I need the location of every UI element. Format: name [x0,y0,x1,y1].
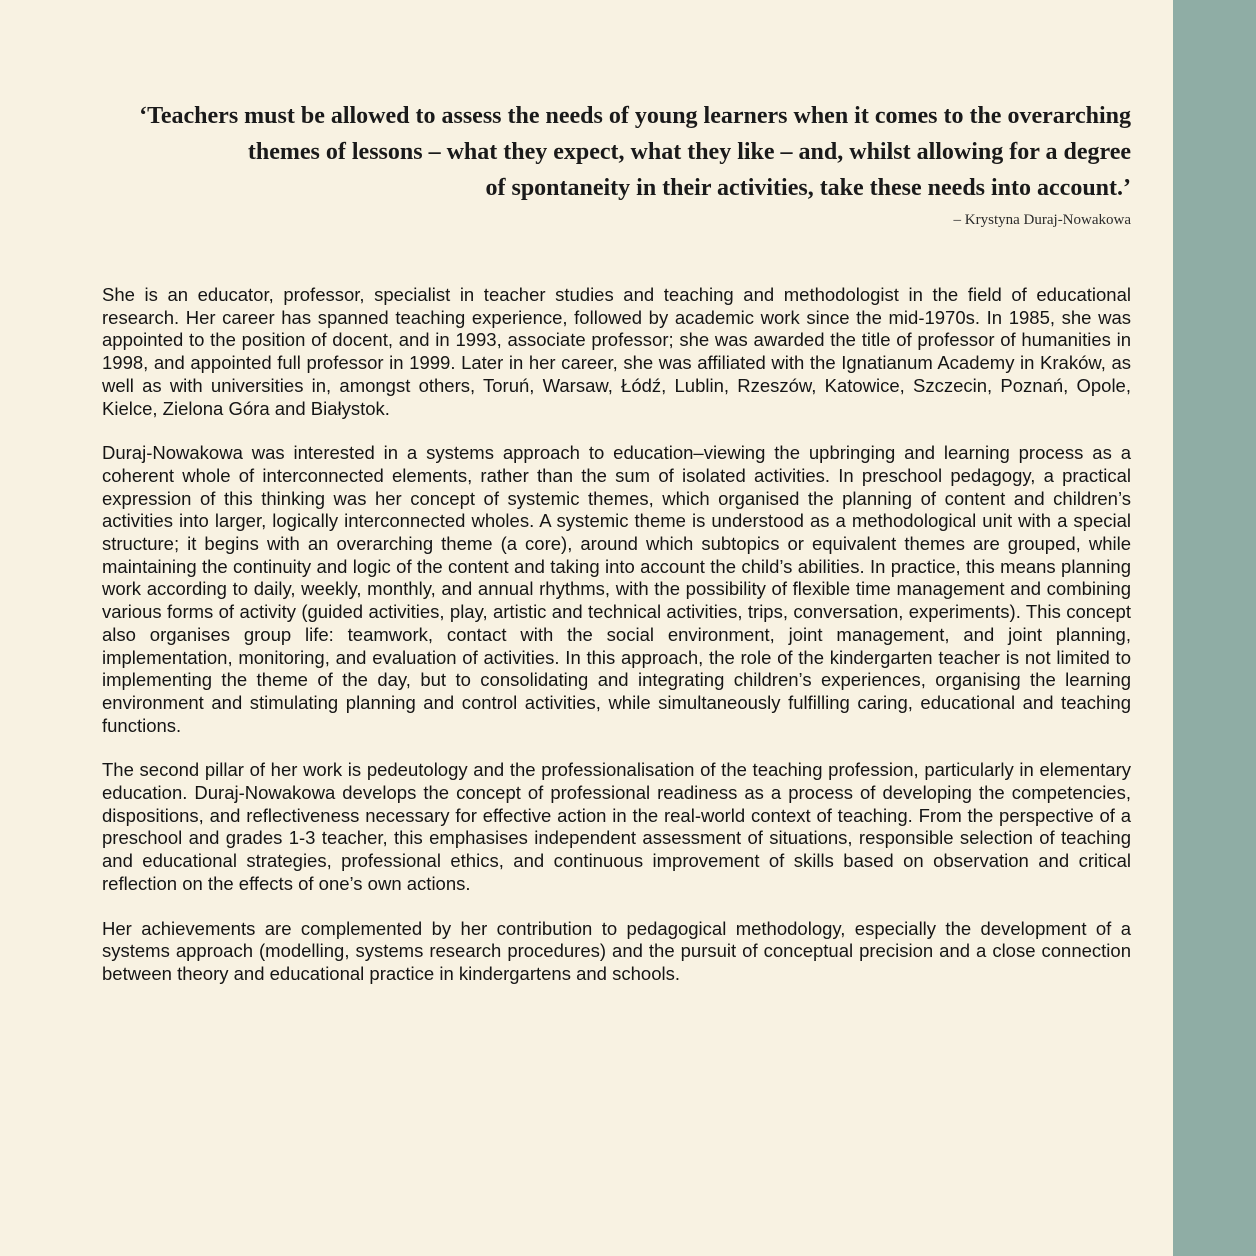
decorative-side-band [1173,0,1256,1256]
quote-line: ‘Teachers must be allowed to assess the needs of young learners when it comes to the overarching [139,103,1131,129]
paragraph-pedeutology: The second pillar of her work is pedeutology and the professionalisation of the teaching profession, particularly in elementary education. Duraj-Nowakowa develops the concept of professional readiness as a process of developing the competencies, dispositions, and reflectiveness necessary for effective action in the real-world context of teaching. From the perspective of a preschool and grades 1-3 teacher, this emphasises independent assessment of situations, responsible selection of teaching and educational strategies, professional ethics, and continuous improvement of skills based on observation and critical reflection on the effects of one’s own actions. [102,759,1131,894]
quote-line: of spontaneity in their activities, take these needs into account.’ [485,175,1131,201]
paragraph-achievements: Her achievements are complemented by her contribution to pedagogical methodology, especially the development of a systems approach (modelling, systems research procedures) and the pursuit of conceptual precision and a close connection between theory and educational practice in kindergartens and schools. [102,917,1131,984]
paragraph-biography: She is an educator, professor, specialist in teacher studies and teaching and methodologist in the field of educational research. Her career has spanned teaching experience, followed by academic work since the mid-1970s. In 1985, she was appointed to the position of docent, and in 1993, associate professor; she was awarded the title of professor of humanities in 1998, and appointed full professor in 1999. Later in her career, she was affiliated with the Ignatianum Academy in Kraków, as well as with universities in, amongst others, Toruń, Warsaw, Łódź, Lublin, Rzeszów, Katowice, Szczecin, Poznań, Opole, Kielce, Zielona Góra and Białystok. [102,284,1131,419]
pull-quote [110,98,1131,230]
body-text [102,284,1131,1008]
paragraph-systems-approach: Duraj-Nowakowa was interested in a systems approach to education–viewing the upbringing and learning process as a coherent whole of interconnected elements, rather than the sum of isolated activities. In preschool pedagogy, a practical expression of this thinking was her concept of systemic themes, which organised the planning of content and children’s activities into larger, logically interconnected wholes. A systemic theme is understood as a methodological unit with a special structure; it begins with an overarching theme (a core), around which subtopics or equivalent themes are grouped, while maintaining the continuity and logic of the content and taking into account the child’s abilities. In practice, this means planning work according to daily, weekly, monthly, and annual rhythms, with the possibility of flexible time management and combining various forms of activity (guided activities, play, artistic and technical activities, trips, conversation, experiments). This concept also organises group life: teamwork, contact with the social environment, joint management, and joint planning, implementation, monitoring, and evaluation of activities. In this approach, the role of the kindergarten teacher is not limited to implementing the theme of the day, but to consolidating and integrating children’s experiences, organising the learning environment and stimulating planning and control activities, while simultaneously fulfilling caring, educational and teaching functions. [102,442,1131,736]
quote-line: themes of lessons – what they expect, what they like – and, whilst allowing for a degree [247,139,1131,165]
quote-author: – Krystyna Duraj-Nowakowa [953,212,1131,228]
